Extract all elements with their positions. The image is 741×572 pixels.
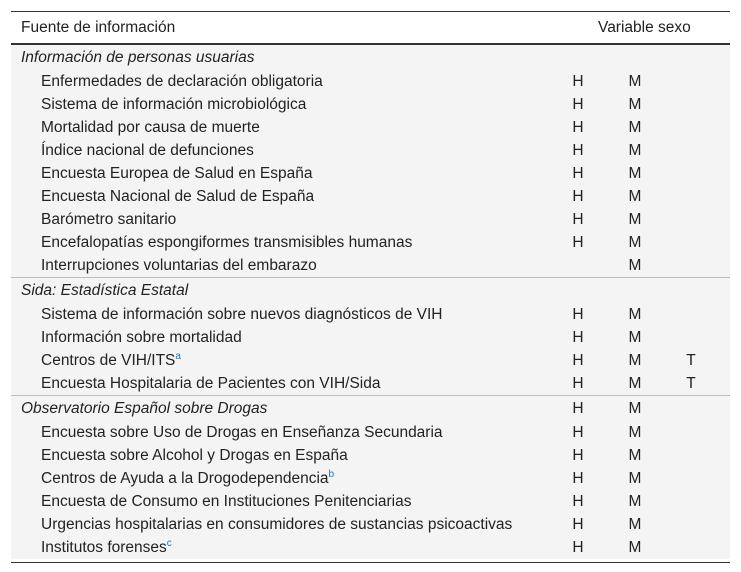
category-row xyxy=(11,278,730,303)
cell-h: H xyxy=(572,141,584,159)
table-row xyxy=(11,231,730,254)
cell-h: H xyxy=(572,164,584,182)
table-row xyxy=(11,70,730,93)
cell-h: H xyxy=(572,374,584,392)
row-label-text: Encuesta Hospitalaria de Pacientes con VIH/Sida xyxy=(41,374,381,392)
cell-h: H xyxy=(572,492,584,510)
cell-h: H xyxy=(572,187,584,205)
cell-h: H xyxy=(572,328,584,346)
cell-h: H xyxy=(572,351,584,369)
row-label-text: Sistema de información sobre nuevos diagnósticos de VIH xyxy=(41,305,443,323)
table-row xyxy=(11,254,730,277)
table-row xyxy=(11,467,730,490)
row-label xyxy=(11,539,730,557)
row-label xyxy=(11,119,730,137)
data-table xyxy=(11,11,730,563)
cell-h: H xyxy=(572,423,584,441)
table-row xyxy=(11,444,730,467)
row-label-text: Encuesta sobre Alcohol y Drogas en España xyxy=(41,446,348,464)
row-label xyxy=(11,375,730,393)
row-label xyxy=(11,493,730,511)
table-row xyxy=(11,139,730,162)
header-variable: Variable sexo xyxy=(598,18,691,36)
table-row xyxy=(11,536,730,559)
cell-m: M xyxy=(628,469,642,487)
table-row xyxy=(11,372,730,395)
category-row xyxy=(11,396,730,421)
row-label-text: Encefalopatías espongiformes transmisibles humanas xyxy=(41,233,413,251)
category-label: Observatorio Español sobre Drogas xyxy=(21,399,268,417)
row-label xyxy=(11,352,730,370)
table-row xyxy=(11,490,730,513)
cell-h: H xyxy=(572,95,584,113)
cell-t: T xyxy=(686,374,696,392)
cell-h: H xyxy=(572,446,584,464)
row-label xyxy=(11,188,730,206)
row-label-text: Encuesta Nacional de Salud de España xyxy=(41,187,315,205)
cell-h: H xyxy=(572,118,584,136)
cell-h: H xyxy=(572,538,584,556)
row-label-text: Interrupciones voluntarias del embarazo xyxy=(41,256,317,274)
table-row xyxy=(11,303,730,326)
row-label xyxy=(11,165,730,183)
cell-m: M xyxy=(628,210,642,228)
cell-m: M xyxy=(628,233,642,251)
cell-h: H xyxy=(572,233,584,251)
cell-m: M xyxy=(628,492,642,510)
row-label-text: Centros de VIH/ITS xyxy=(41,351,176,369)
footnote-marker[interactable]: a xyxy=(175,350,181,362)
row-label xyxy=(11,96,730,114)
table-row xyxy=(11,208,730,231)
row-label-text: Barómetro sanitario xyxy=(41,210,177,228)
row-label-text: Centros de Ayuda a la Drogodependencia xyxy=(41,469,329,487)
row-label-text: Institutos forenses xyxy=(41,538,167,556)
cell-t: T xyxy=(686,351,696,369)
footnote-marker[interactable]: c xyxy=(166,537,172,549)
row-label-text: Encuesta Europea de Salud en España xyxy=(41,164,313,182)
cell-m: M xyxy=(628,72,642,90)
category-label: Sida: Estadística Estatal xyxy=(21,281,189,299)
table-row xyxy=(11,162,730,185)
category-label: Información de personas usuarias xyxy=(21,48,255,66)
footnote-marker[interactable]: b xyxy=(328,468,335,480)
cell-m: M xyxy=(628,423,642,441)
row-label xyxy=(11,234,730,252)
cell-m: M xyxy=(628,118,642,136)
cell-m: M xyxy=(628,446,642,464)
cell-m: M xyxy=(628,256,642,274)
row-label-text: Información sobre mortalidad xyxy=(41,328,242,346)
table-row xyxy=(11,185,730,208)
cell-h: H xyxy=(572,72,584,90)
header-source: Fuente de información xyxy=(21,18,176,36)
cell-h: H xyxy=(572,305,584,323)
cell-m: M xyxy=(628,95,642,113)
row-label xyxy=(11,306,730,324)
table-row xyxy=(11,421,730,444)
row-label-text: Encuesta sobre Uso de Drogas en Enseñanza Secundaria xyxy=(41,423,443,441)
row-label-text: Sistema de información microbiológica xyxy=(41,95,307,113)
cell-m: M xyxy=(628,399,642,417)
row-label xyxy=(11,424,730,442)
table-row xyxy=(11,513,730,536)
table-header xyxy=(11,12,730,43)
row-label xyxy=(11,447,730,465)
cell-h: H xyxy=(572,515,584,533)
cell-m: M xyxy=(628,515,642,533)
category-row xyxy=(11,45,730,70)
row-label-text: Enfermedades de declaración obligatoria xyxy=(41,72,323,90)
table-row xyxy=(11,349,730,372)
row-label xyxy=(11,73,730,91)
cell-h: H xyxy=(572,469,584,487)
bottom-rule xyxy=(11,562,730,563)
cell-h: H xyxy=(572,399,584,417)
cell-h: H xyxy=(572,210,584,228)
table-row xyxy=(11,93,730,116)
row-label xyxy=(11,211,730,229)
row-label xyxy=(11,329,730,347)
cell-m: M xyxy=(628,374,642,392)
cell-m: M xyxy=(628,305,642,323)
row-label xyxy=(11,257,730,275)
cell-m: M xyxy=(628,141,642,159)
row-label xyxy=(11,516,730,534)
table-row xyxy=(11,326,730,349)
row-label xyxy=(11,470,730,488)
cell-m: M xyxy=(628,328,642,346)
row-label xyxy=(11,142,730,160)
cell-m: M xyxy=(628,538,642,556)
row-label-text: Encuesta de Consumo en Instituciones Penitenciarias xyxy=(41,492,412,510)
row-label-text: Índice nacional de defunciones xyxy=(41,141,254,159)
cell-m: M xyxy=(628,351,642,369)
row-label-text: Mortalidad por causa de muerte xyxy=(41,118,260,136)
row-label-text: Urgencias hospitalarias en consumidores de sustancias psicoactivas xyxy=(41,515,513,533)
table-body xyxy=(11,45,730,559)
table-row xyxy=(11,116,730,139)
cell-m: M xyxy=(628,187,642,205)
cell-m: M xyxy=(628,164,642,182)
